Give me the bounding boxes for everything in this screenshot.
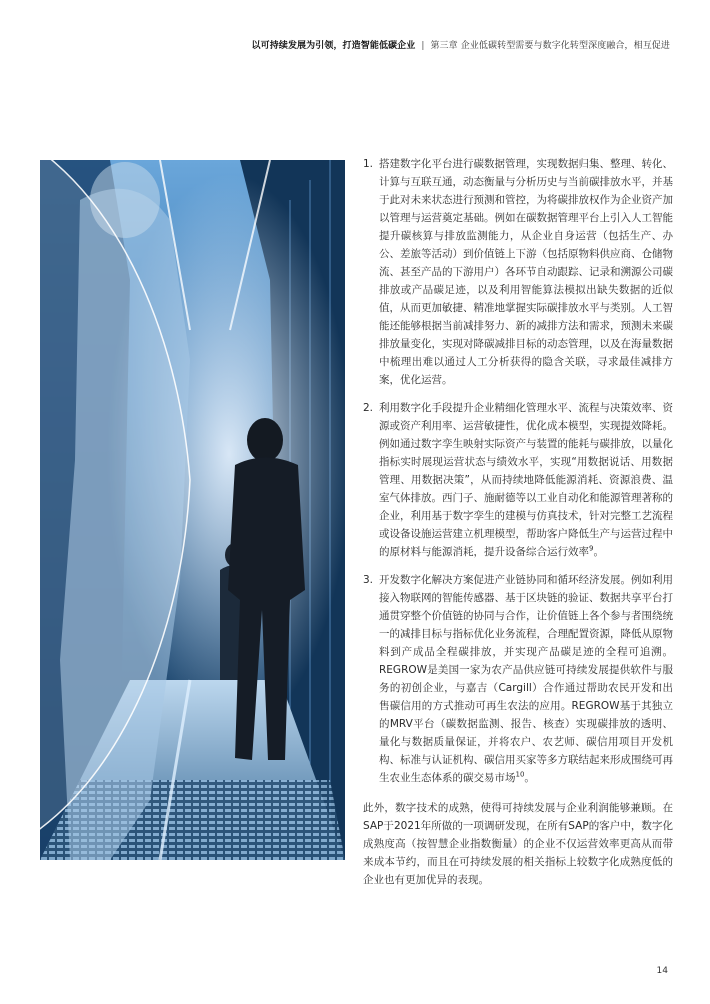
list-item-text: 利用数字化手段提升企业精细化管理水平、流程与决策效率、资源或资产利用率、运营敏捷性，优化成本模型，实现提效降耗。例如通过数字孪生映射实际资产与装置的能耗与碳排放，以量化指标实时展现运营状态与绩效水平，实现“用数据说话、用数据管理、用数据决策”，从而持续地降低能源消耗、资源浪费、温室气体排放。西门子、施耐德等以工业自动化和能源管理著称的企业，利用基于数字孪生的建模与仿真技术，针对完整工艺流程或设备设施运营建立机理模型，帮助客户降低生产与运营过程中的原材料与能源消耗，提升设备综合运行效率 (379, 402, 673, 558)
list-item (363, 399, 673, 561)
list-item-tail: 。 (524, 772, 535, 784)
list-item-tail: 。 (593, 546, 604, 558)
running-header (252, 38, 670, 51)
footnote-ref: 9 (589, 544, 594, 553)
list-item-text: 开发数字化解决方案促进产业链协同和循环经济发展。例如利用接入物联网的智能传感器、基于区块链的验证、数据共享平台打通贯穿整个价值链的协同与合作，让价值链上各个参与者围绕统一的减排目标与指标优化业务流程，合理配置资源，降低从原物料到产成品全程碳排放，并实现产品碳足迹的全程可追溯。REGROW是美国一家为农产品供应链可持续发展提供软件与服务的初创企业，与嘉吉（Cargill）合作通过帮助农民开发和出售碳信用的方式推动可再生农法的应用。REGROW基于其独立的MRV平台（碳数据监测、报告、核查）实现碳排放的透明、量化与数据质量保证，并将农户、农艺师、碳信用项目开发机构、标准与认证机构、碳信用买家等多方联结起来形成围绕可再生农业生态体系的碳交易市场 (379, 574, 673, 784)
list-item (363, 155, 673, 389)
list-item-number: 1. (363, 158, 374, 170)
body-text (363, 155, 673, 889)
list-item-number: 2. (363, 402, 374, 414)
data-center-photo (40, 160, 345, 860)
closing-paragraph: 此外，数字技术的成熟，使得可持续发展与企业利润能够兼顾。在SAP于2021年所做的一项调研发现，在所有SAP的客户中，数字化成熟度高（按智慧企业指数衡量）的企业不仅运营效率更高从而带来成本节约，而且在可持续发展的相关指标上较数字化成熟度低的企业也有更加优异的表现。 (363, 802, 673, 886)
header-chapter: 第三章 企业低碳转型需要与数字化转型深度融合，相互促进 (430, 41, 670, 51)
header-title: 以可持续发展为引领，打造智能低碳企业 (251, 41, 416, 51)
footnote-ref: 10 (515, 770, 525, 779)
list-item (363, 571, 673, 787)
list-item-number: 3. (363, 574, 374, 586)
header-separator: | (421, 41, 425, 51)
numbered-list (363, 155, 673, 787)
list-item-text: 搭建数字化平台进行碳数据管理，实现数据归集、整理、转化、计算与互联互通，动态衡量与分析历史与当前碳排放水平，并基于此对未来状态进行预测和管控，为将碳排放权作为企业资产加以管理与运营奠定基础。例如在碳数据管理平台上引入人工智能提升碳核算与排放监测能力，从企业自身运营（包括生产、办公、差旅等活动）到价值链上下游（包括原物料供应商、仓储物流、甚至产品的下游用户）各环节自动跟踪、记录和溯源公司碳排放或产品碳足迹，以及利用智能算法模拟出缺失数据的近似值，从而更加敏捷、精准地掌握实际碳排放水平与类别。人工智能还能够根据当前减排努力、新的减排方法和需求，预测未来碳排放量变化，实现对降碳减排目标的动态管理，以及在海量数据中梳理出难以通过人工分析获得的隐含关联，寻求最佳减排方案，优化运营。 (379, 158, 673, 386)
page-number: 14 (656, 966, 668, 976)
